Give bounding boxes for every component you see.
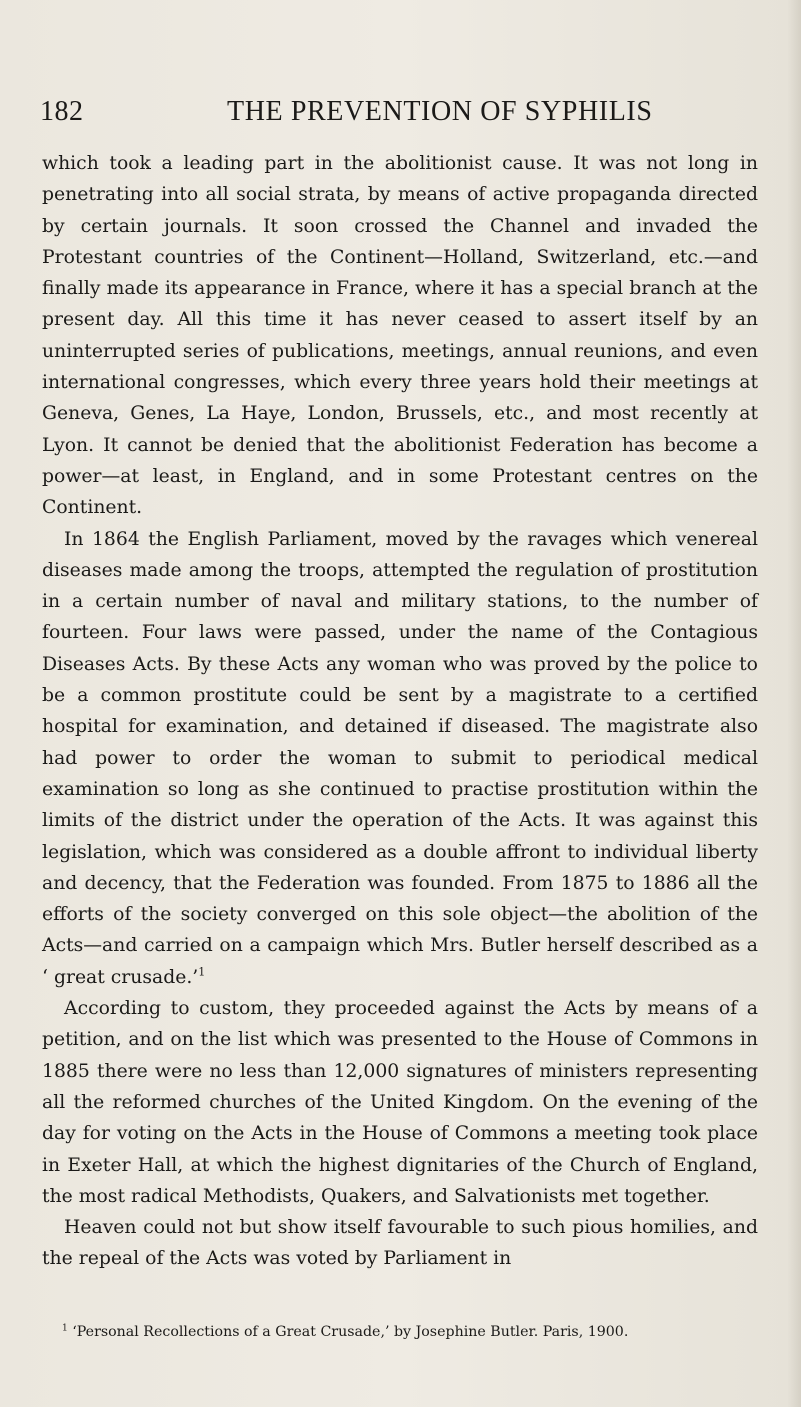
paragraph-2 [42, 524, 758, 993]
paragraph-1 [42, 148, 758, 524]
paragraph-3 [42, 993, 758, 1212]
footnote-mark: 1 [62, 1323, 68, 1334]
footnote-reference: 1 [198, 965, 206, 979]
page-edge-shadow [787, 0, 801, 1407]
page-header [40, 96, 740, 136]
page-number: 182 [40, 96, 84, 127]
footnote [42, 1321, 758, 1344]
paragraph-4 [42, 1212, 758, 1275]
body-text [42, 148, 758, 1275]
paragraph-3-text: According to custom, they proceeded against the Acts by means of a petition, and on the list which was presented to the House of Commons in 1885 there were no less than 12,000 signatures of ministers representing all the reformed churches of the United Kingdom. On the evening of the day for voting on the Acts in the House of Commons a meeting took place in Exeter Hall, at which the highest dignitaries of the Church of England, the most radical Methodists, Quakers, and Salvationists met together. [42, 998, 758, 1207]
paragraph-2-text: In 1864 the English Parliament, moved by the ravages which venereal diseases made among the troops, attempted the regulation of prostitution in a certain number of naval and military stations, to the number of fourteen. Four laws were passed, under the name of the Contagious Diseases Acts. By these Acts any woman who was proved by the police to be a common prostitute could be sent by a magistrate to a certified hospital for examination, and detained if diseased. The magistrate also had power to order the woman to submit to periodical medical examination so long as she continued to practise prostitution within the limits of the district under the operation of the Acts. It was against this legislation, which was considered as a double affront to individual liberty and decency, that the Federation was founded. From 1875 to 1886 all the efforts of the society converged on this sole object—the abolition of the Acts—and carried on a campaign which Mrs. Butler herself described as a ‘ great crusade.’ [42, 528, 758, 988]
paragraph-1-text: which took a leading part in the abolitionist cause. It was not long in penetrating into all social strata, by means of active propaganda directed by certain journals. It soon crossed the Channel and invaded the Protestant countries of the Continent—Holland, Switzerland, etc.—and finally made its appearance in France, where it has a special branch at the present day. All this time it has never ceased to assert itself by an uninterrupted series of publications, meetings, annual reunions, and even international congresses, which every three years hold their meetings at Geneva, Genes, La Haye, London, Brussels, etc., and most recently at Lyon. It cannot be denied that the abolitionist Federation has become a power—at least, in England, and in some Protestant centres on the Continent. [42, 153, 758, 519]
running-head: THE PREVENTION OF SYPHILIS [227, 96, 653, 127]
paragraph-4-text: Heaven could not but show itself favourable to such pious homilies, and the repeal of the Acts was voted by Parliament in [42, 1217, 758, 1270]
footnote-text: ‘Personal Recollections of a Great Crusade,’ by Josephine Butler. Paris, 1900. [72, 1324, 629, 1340]
